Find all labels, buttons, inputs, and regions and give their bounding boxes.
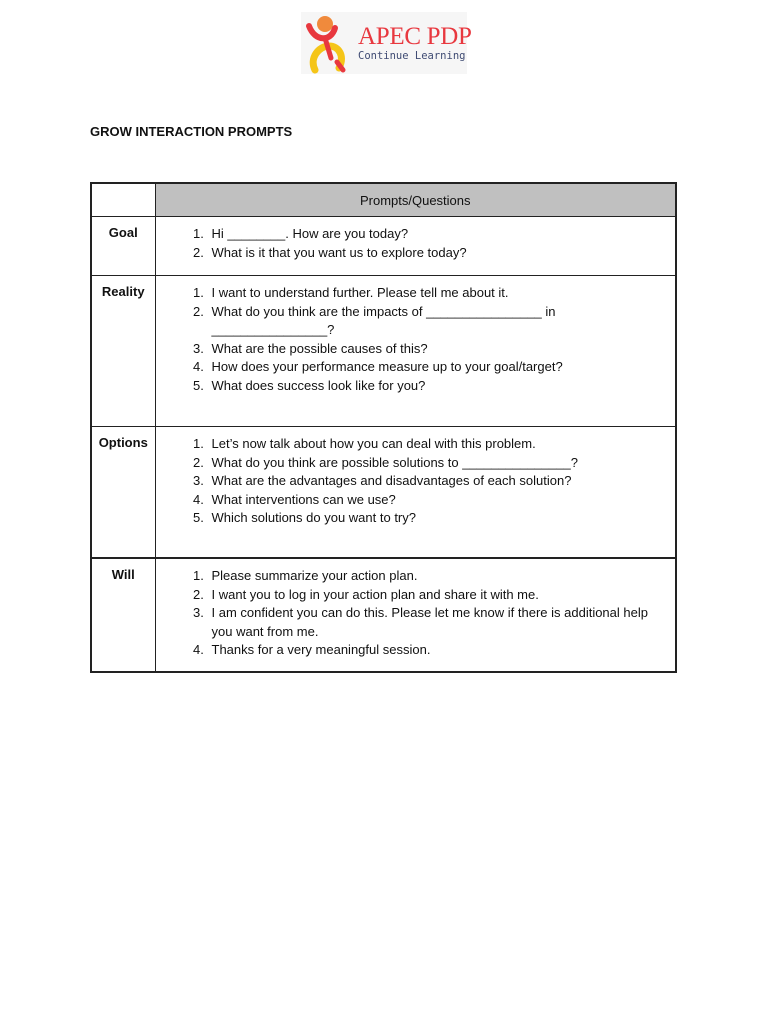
prompt-item: 2. What is it that you want us to explore today? bbox=[208, 244, 656, 263]
prompt-item: 3. What are the advantages and disadvantages of each solution? bbox=[208, 472, 656, 491]
document-title: GROW INTERACTION PROMPTS bbox=[90, 124, 293, 139]
prompts-cell-options bbox=[155, 427, 676, 559]
prompt-list-options bbox=[156, 427, 676, 528]
prompt-item: 2. I want you to log in your action plan and share it with me. bbox=[208, 586, 656, 605]
table-row-goal bbox=[91, 217, 676, 276]
logo-title: APEC PDP bbox=[358, 23, 472, 50]
prompt-item: 2. What do you think are the impacts of ________________ in ________________? bbox=[208, 303, 656, 340]
prompts-cell-will bbox=[155, 558, 676, 672]
prompt-item: 3. What are the possible causes of this? bbox=[208, 340, 656, 359]
prompt-item: 4. How does your performance measure up to your goal/target? bbox=[208, 358, 656, 377]
prompts-cell-goal bbox=[155, 217, 676, 276]
table-row-will bbox=[91, 558, 676, 672]
prompt-list-goal bbox=[156, 217, 676, 262]
prompt-item: 4. What interventions can we use? bbox=[208, 491, 656, 510]
table-row-reality bbox=[91, 276, 676, 427]
prompt-item: 1. Please summarize your action plan. bbox=[208, 567, 656, 586]
stage-label-reality: Reality bbox=[91, 276, 155, 427]
prompt-item: 1. Hi ________. How are you today? bbox=[208, 225, 656, 244]
stage-label-will: Will bbox=[91, 558, 155, 672]
stage-label-goal: Goal bbox=[91, 217, 155, 276]
prompt-item: 4. Thanks for a very meaningful session. bbox=[208, 641, 656, 660]
table-row-options bbox=[91, 427, 676, 559]
header-blank-cell bbox=[91, 183, 155, 217]
grow-prompts-table bbox=[90, 182, 677, 673]
prompt-item: 1. I want to understand further. Please tell me about it. bbox=[208, 284, 656, 303]
prompt-list-will bbox=[156, 559, 676, 660]
prompt-item: 5. Which solutions do you want to try? bbox=[208, 509, 656, 528]
table-header-row bbox=[91, 183, 676, 217]
header-prompts-questions: Prompts/Questions bbox=[155, 183, 676, 217]
prompt-item: 5. What does success look like for you? bbox=[208, 377, 656, 396]
logo-subtitle: Continue Learning bbox=[358, 50, 466, 62]
prompt-item: 1. Let’s now talk about how you can deal with this problem. bbox=[208, 435, 656, 454]
prompt-item: 2. What do you think are possible solutions to _______________? bbox=[208, 454, 656, 473]
stage-label-options: Options bbox=[91, 427, 155, 559]
apec-pdp-logo bbox=[301, 12, 472, 74]
prompts-cell-reality bbox=[155, 276, 676, 427]
prompt-list-reality bbox=[156, 276, 676, 395]
prompt-item: 3. I am confident you can do this. Please let me know if there is additional help you want from me. bbox=[208, 604, 656, 641]
logo-figure-icon bbox=[301, 12, 357, 74]
